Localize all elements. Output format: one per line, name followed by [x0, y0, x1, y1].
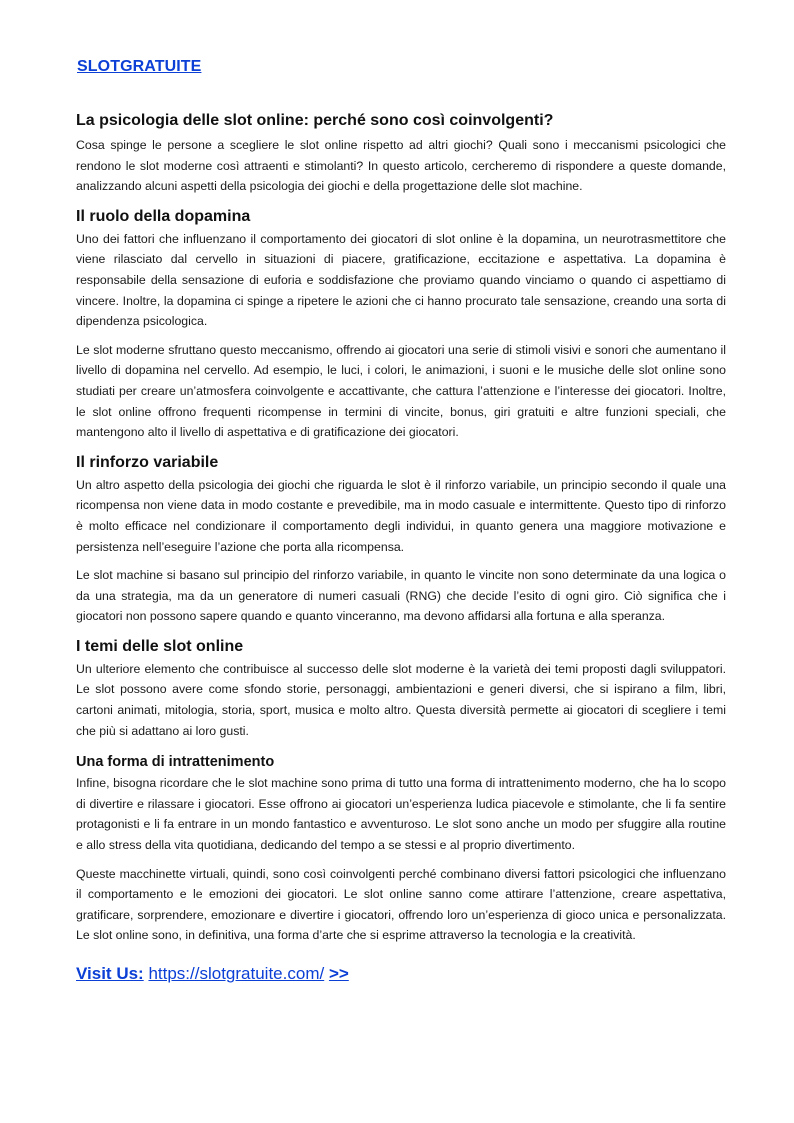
section-heading: I temi delle slot online [76, 637, 244, 655]
section-paragraph: Le slot machine si basano sul principio del rinforzo variabile, in quanto le vincite non sono determinate da una logica o da una strategia, ma da un generatore di numeri casuali (RNG) che decide l’esito di ogni giro. Ciò significa che i giocatori non possono sapere quando e quanto vinceranno, ma devono affidarsi alla fortuna e alla speranza. [76, 568, 726, 624]
intro-paragraph: Cosa spinge le persone a scegliere le slot online rispetto ad altri giochi? Quali sono i meccanismi psicologici che rendono le slot moderne così attraenti e stimolanti? In questo articolo, cercheremo di rispondere a queste domande, analizzando alcuni aspetti della psicologia dei giochi e della progettazione delle slot machine. [76, 138, 726, 194]
section-entertainment [76, 754, 726, 946]
section-paragraph: Queste macchinette virtuali, quindi, sono così coinvolgenti perché combinano diversi fattori psicologici che influenzano il comportamento e le emozioni dei giocatori. Le slot online sanno come attirare l’attenzione, creare aspettativa, gratificare, sorprendere, emozionare e divertire i giocatori, offrendo loro un’esperienza di gioco unica e personalizzata. Le slot online sono, in definitiva, una forma d’arte che si esprime attraverso la tecnologia e la creatività. [76, 866, 726, 943]
section-variable-reinforcement [76, 454, 726, 627]
section-paragraph: Le slot moderne sfruttano questo meccanismo, offrendo ai giocatori una serie di stimoli visivi e sonori che aumentano il livello di dopamina nel cervello. Ad esempio, le luci, i colori, le animazioni, i suoni e le musiche delle slot online sono studiati per creare un’atmosfera coinvolgente e accattivante, che cattura l’attenzione e l’interesse dei giocatori. Inoltre, le slot online offrono frequenti ricompense in termini di vincite, bonus, giri gratuiti e altre funzioni speciali, che mantengono alto il livello di aspettativa e di gratificazione dei giocatori. [76, 342, 726, 440]
section-paragraph: Uno dei fattori che influenzano il comportamento dei giocatori di slot online è la dopamina, un neurotrasmettitore che viene rilasciato dal cervello in situazioni di piacere, gratificazione, eccitazione e aspettativa. La dopamina è responsabile della sensazione di euforia e soddisfazione che proviamo quando vinciamo o quando ci aspettiamo di vincere. Inoltre, la dopamina ci spinge a ripetere le azioni che ci hanno procurato tale sensazione, creando una sorta di dipendenza psicologica. [76, 231, 726, 329]
section-heading: Il rinforzo variabile [76, 453, 219, 471]
visit-url-link[interactable]: https://slotgratuite.com/ [148, 964, 325, 983]
section-paragraph: Un ulteriore elemento che contribuisce al successo delle slot moderne è la varietà dei temi proposti dagli sviluppatori. Le slot possono avere come sfondo storie, personaggi, ambientazioni e generi diversi, che si ispirano a film, libri, cartoni animati, mitologia, storia, sport, musica e molto altro. Questa diversità permette ai giocatori di scegliere i temi che più si adattano ai loro gusti. [76, 661, 726, 738]
visit-label[interactable]: Visit Us: [76, 964, 144, 983]
section-paragraph: Un altro aspetto della psicologia dei giochi che riguarda le slot è il rinforzo variabile, un principio secondo il quale una ricompensa non viene data in modo costante e prevedibile, ma in modo casuale e intermittente. Questo tipo di rinforzo è molto efficace nel condizionare il comportamento degli individui, in quanto genera una maggiore motivazione e persistenza nell’eseguire l’azione che porta alla ricompensa. [76, 477, 726, 554]
visit-arrow-link[interactable]: >> [328, 964, 349, 983]
section-heading: Il ruolo della dopamina [76, 207, 251, 225]
section-dopamine [76, 208, 726, 443]
section-paragraph: Infine, bisogna ricordare che le slot machine sono prima di tutto una forma di intrattenimento moderno, che ha lo scopo di divertire e rilassare i giocatori. Esse offrono ai giocatori un’esperienza ludica piacevole e stimolante, che li fa sentire protagonisti e li fa entrare in un mondo fantastico e avventuroso. Le slot sono anche un modo per sfuggire alla routine e allo stress della vita quotidiana, dedicando del tempo a se stessi e al proprio divertimento. [76, 776, 726, 853]
document-content [76, 58, 726, 984]
site-link[interactable]: SLOTGRATUITE [77, 58, 202, 75]
section-themes [76, 638, 726, 741]
visit-footer [76, 964, 726, 984]
section-heading: Una forma di intrattenimento [76, 754, 275, 771]
article-title: La psicologia delle slot online: perché sono così coinvolgenti? [76, 112, 554, 129]
